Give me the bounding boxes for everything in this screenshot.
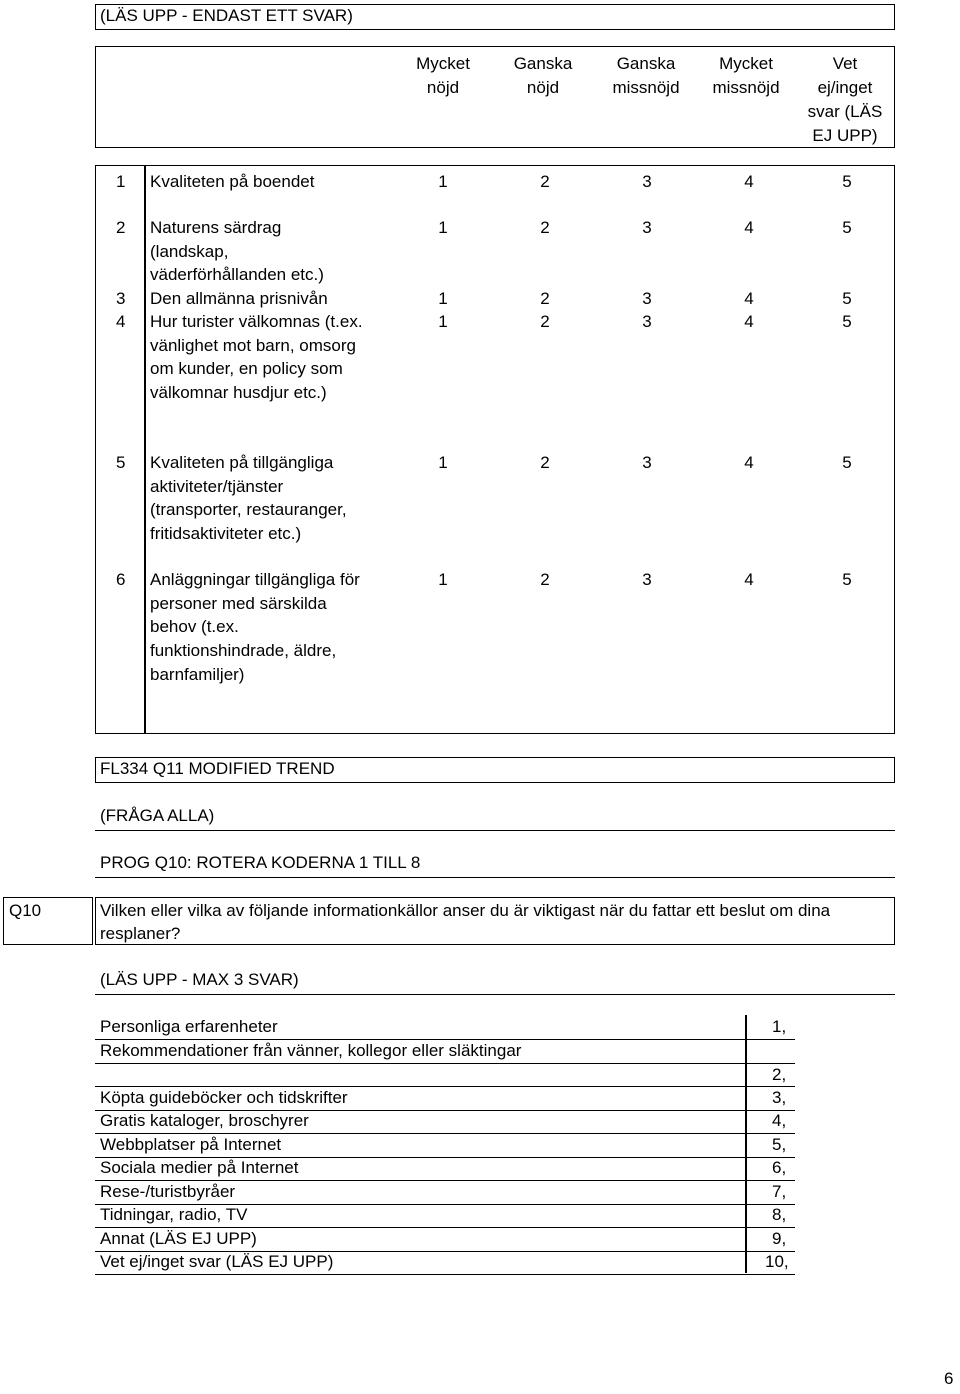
scale-header-fairly-satisfied	[498, 52, 588, 100]
rating-option[interactable]: 2	[540, 312, 550, 331]
option-label[interactable]: Annat (LÄS EJ UPP)	[100, 1229, 257, 1248]
option-label[interactable]: Rese-/turistbyråer	[100, 1182, 236, 1201]
question-id: Q10	[9, 901, 42, 920]
row-label-line: väderförhållanden etc.)	[150, 265, 324, 284]
row-label-line: fritidsaktiviteter etc.)	[150, 524, 302, 543]
scale-header-line: Vet	[832, 54, 858, 73]
rating-option[interactable]: 5	[842, 172, 852, 191]
rating-option[interactable]: 4	[744, 289, 754, 308]
row-label-line: välkomnar husdjur etc.)	[150, 383, 327, 402]
rating-option[interactable]: 5	[842, 453, 852, 472]
instruction-text: (LÄS UPP - ENDAST ETT SVAR)	[100, 6, 353, 25]
option-row	[95, 1063, 795, 1087]
row-label-line: Hur turister välkomnas (t.ex.	[150, 312, 363, 331]
option-code[interactable]: 3,	[772, 1088, 787, 1107]
scale-header-line: ej/inget	[817, 78, 873, 97]
rating-option[interactable]: 3	[642, 570, 652, 589]
rating-option[interactable]: 2	[540, 289, 550, 308]
rating-option[interactable]: 5	[842, 289, 852, 308]
rating-option[interactable]: 1	[438, 289, 448, 308]
scale-header-line: EJ UPP)	[812, 126, 878, 145]
option-label[interactable]: Personliga erfarenheter	[100, 1017, 278, 1036]
rating-option[interactable]: 1	[438, 453, 448, 472]
rating-option[interactable]: 4	[744, 570, 754, 589]
row-label: Kvaliteten på boendet	[150, 172, 315, 191]
rating-option[interactable]: 3	[642, 312, 652, 331]
rating-option[interactable]: 1	[438, 570, 448, 589]
rating-option[interactable]: 4	[744, 172, 754, 191]
rating-option[interactable]: 1	[438, 218, 448, 237]
option-label[interactable]: Gratis kataloger, broschyrer	[100, 1111, 309, 1130]
row-number: 3	[116, 289, 126, 308]
rating-option[interactable]: 5	[842, 218, 852, 237]
scale-header-line: Mycket	[416, 54, 470, 73]
option-code[interactable]: 5,	[772, 1135, 787, 1154]
option-code[interactable]: 2,	[772, 1065, 787, 1084]
option-label[interactable]: Rekommendationer från vänner, kollegor eller släktingar	[100, 1041, 522, 1060]
scale-header-line: Mycket	[719, 54, 773, 73]
row-label-line: funktionshindrade, äldre,	[150, 641, 337, 660]
row-label-line: personer med särskilda	[150, 594, 327, 613]
option-label[interactable]: Köpta guideböcker och tidskrifter	[100, 1088, 348, 1107]
scale-header-dont-know	[795, 52, 895, 148]
scale-header-line: nöjd	[426, 78, 460, 97]
row-number: 6	[116, 570, 126, 589]
rating-option[interactable]: 4	[744, 453, 754, 472]
option-label[interactable]: Webbplatser på Internet	[100, 1135, 282, 1154]
option-code[interactable]: 10,	[765, 1252, 789, 1271]
prog-note: PROG Q10: ROTERA KODERNA 1 TILL 8	[100, 853, 421, 872]
rating-option[interactable]: 3	[642, 289, 652, 308]
row-number: 5	[116, 453, 126, 472]
scale-header-fairly-dissatisfied	[598, 52, 694, 100]
option-code[interactable]: 1,	[772, 1017, 787, 1036]
scale-header-line: svar (LÄS	[807, 102, 883, 121]
rating-option[interactable]: 3	[642, 453, 652, 472]
row-label-line: (transporter, restauranger,	[150, 500, 347, 519]
rating-option[interactable]: 2	[540, 453, 550, 472]
page-number: 6	[944, 1369, 954, 1388]
row-label-line: om kunder, en policy som	[150, 359, 343, 378]
scale-header-line: nöjd	[526, 78, 560, 97]
row-label-line: Naturens särdrag	[150, 218, 282, 237]
rating-option[interactable]: 5	[842, 312, 852, 331]
scale-header-line: Ganska	[513, 54, 573, 73]
row-label-line: vänlighet mot barn, omsorg	[150, 336, 356, 355]
row-label-line: aktiviteter/tjänster	[150, 477, 284, 496]
option-label[interactable]: Tidningar, radio, TV	[100, 1205, 248, 1224]
row-number: 2	[116, 218, 126, 237]
rating-option[interactable]: 3	[642, 172, 652, 191]
rating-option[interactable]: 3	[642, 218, 652, 237]
option-code[interactable]: 4,	[772, 1111, 787, 1130]
option-label[interactable]: Vet ej/inget svar (LÄS EJ UPP)	[100, 1252, 334, 1271]
row-label-line: behov (t.ex.	[150, 617, 239, 636]
option-code[interactable]: 7,	[772, 1182, 787, 1201]
rating-option[interactable]: 5	[842, 570, 852, 589]
rating-option[interactable]: 1	[438, 172, 448, 191]
scale-header-line: missnöjd	[612, 78, 680, 97]
ask-all-underline	[95, 804, 895, 831]
rating-option[interactable]: 2	[540, 172, 550, 191]
rating-table-divider	[144, 165, 146, 734]
row-number: 1	[116, 172, 126, 191]
read-instruction: (LÄS UPP - MAX 3 SVAR)	[100, 970, 299, 989]
scale-header-very-dissatisfied	[698, 52, 794, 100]
rating-option[interactable]: 4	[744, 312, 754, 331]
row-label: Den allmänna prisnivån	[150, 289, 328, 308]
option-label[interactable]: Sociala medier på Internet	[100, 1158, 299, 1177]
row-label-line: Anläggningar tillgängliga för	[150, 570, 360, 589]
option-code[interactable]: 6,	[772, 1158, 787, 1177]
rating-option[interactable]: 2	[540, 218, 550, 237]
fl-note: FL334 Q11 MODIFIED TREND	[100, 759, 335, 778]
scale-header-very-satisfied	[398, 52, 488, 100]
rating-option[interactable]: 2	[540, 570, 550, 589]
row-label-line: (landskap,	[150, 242, 229, 261]
option-code[interactable]: 8,	[772, 1205, 787, 1224]
row-label-line: barnfamiljer)	[150, 665, 245, 684]
row-number: 4	[116, 312, 126, 331]
rating-option[interactable]: 4	[744, 218, 754, 237]
row-label-line: Kvaliteten på tillgängliga	[150, 453, 334, 472]
question-text: Vilken eller vilka av följande informationkällor anser du är viktigast när du fattar ett beslut om dina resplaner?	[100, 901, 831, 943]
option-code[interactable]: 9,	[772, 1229, 787, 1248]
scale-header-line: Ganska	[616, 54, 676, 73]
rating-option[interactable]: 1	[438, 312, 448, 331]
scale-header-line: missnöjd	[712, 78, 780, 97]
ask-all-note: (FRÅGA ALLA)	[100, 806, 215, 825]
